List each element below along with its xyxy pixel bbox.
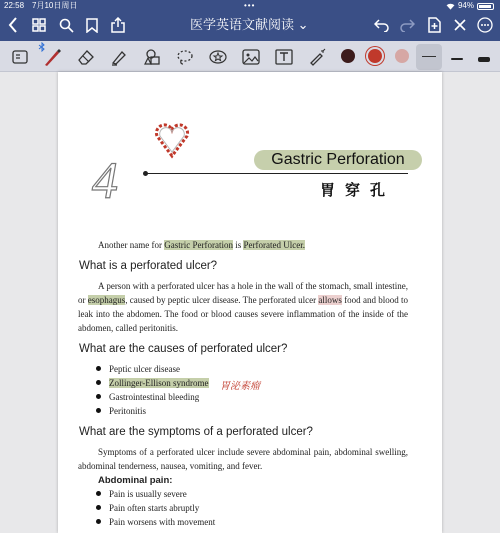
status-date: 7月10日周日	[32, 1, 78, 10]
more-button[interactable]	[474, 14, 496, 36]
back-button[interactable]	[2, 14, 24, 36]
add-page-icon	[428, 17, 441, 33]
redo-icon	[400, 19, 415, 32]
highlight-term: Perforated Ulcer.	[243, 240, 305, 250]
image-icon	[242, 49, 260, 65]
undo-button[interactable]	[370, 14, 392, 36]
stroke-thick[interactable]	[478, 57, 490, 62]
lasso-icon	[176, 48, 194, 66]
paragraph-symptoms	[78, 445, 408, 473]
wifi-icon	[446, 3, 455, 10]
status-time: 22:58	[4, 1, 25, 10]
intro-prefix: Another name for	[98, 240, 165, 250]
list-item: Peptic ulcer disease	[96, 362, 209, 376]
chevron-left-icon	[8, 17, 18, 33]
multitask-dots[interactable]: •••	[244, 1, 256, 10]
highlight-term: Zollinger-Ellison syndrome	[109, 378, 209, 388]
text-box-icon	[275, 49, 293, 65]
search-icon	[59, 18, 74, 33]
color-swatch-1[interactable]	[341, 49, 355, 63]
share-icon	[111, 17, 125, 33]
bluetooth-icon	[38, 42, 46, 52]
undo-icon	[374, 19, 389, 32]
paragraph-definition	[78, 279, 408, 335]
para-text: Symptoms of a perforated ulcer include severe abdominal pain, abdominal swelling, abdominal tenderness, nausea, vomiting, and fever.	[78, 447, 408, 471]
list-item: Peritonitis	[96, 404, 209, 418]
intro-mid: is	[232, 240, 244, 250]
close-button[interactable]	[449, 14, 471, 36]
list-item: Pain is usually severe	[96, 487, 215, 501]
battery-fill	[479, 5, 491, 8]
top-bar	[0, 0, 500, 41]
bookmark-button[interactable]	[81, 14, 103, 36]
color-swatch-2[interactable]	[368, 49, 382, 63]
status-bar	[4, 1, 496, 11]
more-icon	[477, 17, 493, 33]
para-text: , caused by peptic ulcer disease. The perforated ulcer	[125, 295, 319, 305]
add-page-button[interactable]	[423, 14, 445, 36]
eraser-icon	[77, 48, 95, 66]
battery-percent: 94%	[457, 1, 474, 10]
heading-causes: What are the causes of perforated ulcer?	[79, 343, 288, 355]
color-swatch-3[interactable]	[395, 49, 409, 63]
highlight-term: esophagus	[87, 295, 126, 305]
status-right	[446, 1, 494, 11]
list-item: Pain often starts abruptly	[96, 501, 215, 515]
heading-symptoms: What are the symptoms of a perforated ulcer?	[79, 426, 313, 438]
chapter-divider	[146, 173, 408, 174]
star-sticker-icon	[209, 48, 227, 66]
document-page[interactable]	[58, 72, 442, 533]
shape-tool[interactable]	[140, 45, 164, 69]
grid-icon	[32, 18, 46, 32]
thin-stroke-icon	[422, 56, 436, 57]
reader-mode-button[interactable]	[8, 45, 32, 69]
stroke-thin-selected[interactable]	[416, 44, 442, 70]
highlighter-icon	[110, 48, 128, 66]
list-item: Pain worsens with movement	[96, 515, 215, 529]
document-title[interactable]: 医学英语文献阅读 ⌄	[190, 17, 309, 32]
list-item: Gastrointestinal bleeding	[96, 390, 209, 404]
search-button[interactable]	[55, 14, 77, 36]
share-button[interactable]	[107, 14, 129, 36]
chapter-title: Gastric Perforation	[254, 150, 422, 170]
image-tool[interactable]	[239, 45, 263, 69]
handwritten-note: 胃泌素瘤	[220, 381, 260, 392]
heart-doodle	[152, 122, 192, 160]
highlight-term: allows	[318, 295, 342, 305]
heading-abdominal-pain: Abdominal pain:	[98, 475, 173, 486]
sticker-tool[interactable]	[206, 45, 230, 69]
text-tool[interactable]	[272, 45, 296, 69]
list-item	[96, 376, 209, 390]
stroke-medium[interactable]	[451, 58, 463, 60]
para-text: food and blood to leak into the abdomen. The food or blood causes severe inflammation of the inside of the abdomen, called peritonitis.	[78, 295, 408, 333]
lasso-tool[interactable]	[173, 45, 197, 69]
reader-icon	[12, 50, 28, 64]
eraser-tool[interactable]	[74, 45, 98, 69]
grid-view-button[interactable]	[28, 14, 50, 36]
shapes-icon	[143, 48, 161, 66]
laser-pointer-icon	[308, 48, 326, 66]
heading-perforated-ulcer: What is a perforated ulcer?	[79, 260, 218, 272]
intro-line	[98, 238, 428, 252]
pain-list	[96, 487, 215, 529]
bookmark-icon	[86, 18, 98, 33]
para-text: A person with a perforated ulcer has a hole in the wall of the stomach, small intestine, or	[78, 281, 408, 305]
laser-pointer-tool[interactable]	[305, 45, 329, 69]
close-icon	[454, 19, 466, 31]
redo-button[interactable]	[396, 14, 418, 36]
highlighter-tool[interactable]	[107, 45, 131, 69]
chapter-title-cn: 胃穿孔	[320, 182, 396, 199]
highlight-term: Gastric Perforation	[164, 240, 233, 250]
annotation-toolbar	[0, 41, 500, 72]
battery-icon	[477, 3, 494, 10]
causes-list	[96, 362, 209, 418]
chapter-number: 4	[92, 153, 118, 210]
